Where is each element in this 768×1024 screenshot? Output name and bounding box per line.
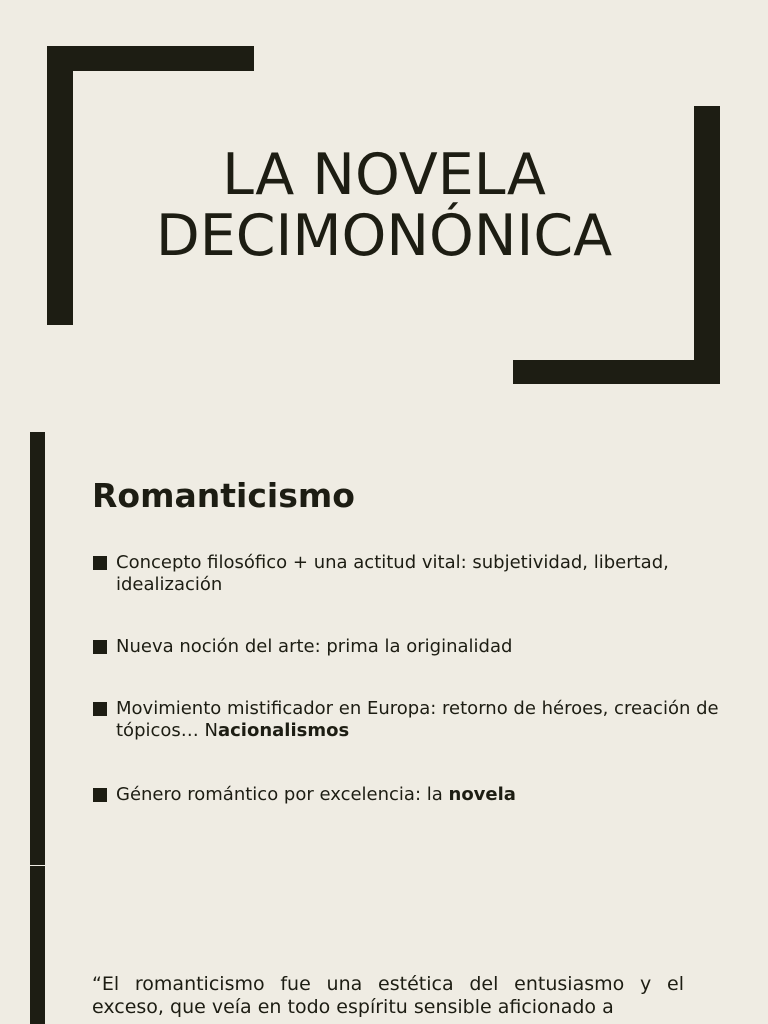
slide-title-line-2: DECIMONÓNICA bbox=[155, 203, 613, 269]
section-heading: Romanticismo bbox=[92, 476, 355, 515]
square-bullet-icon bbox=[93, 702, 107, 716]
bullet-text: Concepto filosófico + una actitud vital: subjetividad, libertad, idealización bbox=[116, 552, 669, 595]
bullet-item bbox=[92, 552, 722, 636]
title-slide bbox=[0, 0, 768, 420]
square-bullet-icon bbox=[93, 556, 107, 570]
accent-side-bar bbox=[30, 866, 45, 1024]
bullet-item bbox=[92, 698, 722, 784]
bullet-text: Movimiento mistificador en Europa: retorno de héroes, creación de tópicos… N bbox=[116, 698, 719, 741]
bullet-item bbox=[92, 636, 722, 698]
bullet-item bbox=[92, 784, 722, 806]
bullet-bold-text: novela bbox=[448, 784, 516, 805]
slide-title-line-1: LA NOVELA bbox=[222, 142, 546, 208]
bullet-list bbox=[92, 552, 722, 806]
accent-side-bar bbox=[30, 432, 45, 865]
bullet-text: Nueva noción del arte: prima la originalidad bbox=[116, 636, 513, 657]
romanticismo-slide bbox=[0, 432, 768, 865]
slide-title bbox=[0, 142, 768, 269]
frame-top-left-horizontal bbox=[47, 46, 254, 71]
bullet-bold-text: acionalismos bbox=[217, 720, 350, 741]
square-bullet-icon bbox=[93, 788, 107, 802]
square-bullet-icon bbox=[93, 640, 107, 654]
frame-bottom-right-horizontal bbox=[513, 360, 720, 384]
bullet-text: Género romántico por excelencia: la bbox=[116, 784, 449, 805]
quote-text: “El romanticismo fue una estética del entusiasmo y el exceso, que veía en todo espíritu sensible aficionado a bbox=[92, 973, 684, 1018]
quote-slide bbox=[0, 866, 768, 1024]
